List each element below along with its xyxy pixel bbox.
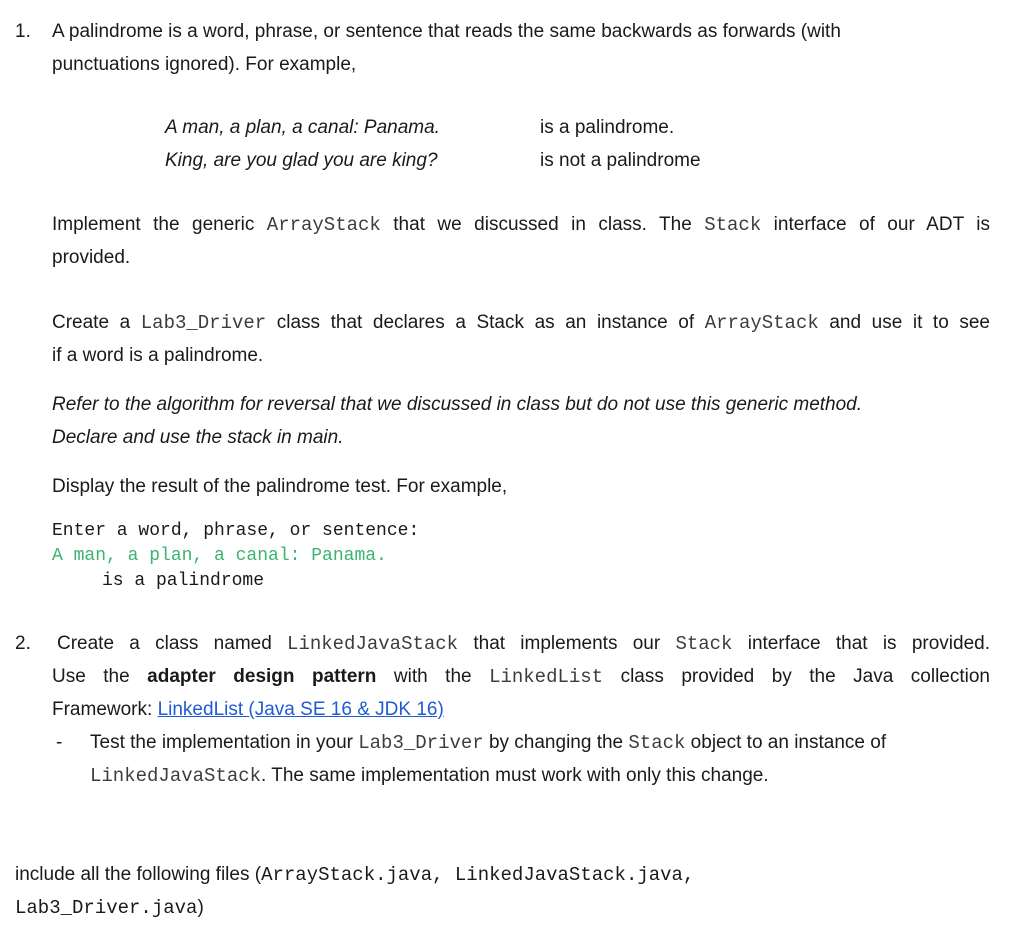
example-phrase-1: A man, a plan, a canal: Panama. (165, 117, 440, 138)
q1-intro-line2: punctuations ignored). For example, (52, 54, 357, 75)
q1-intro-line1: A palindrome is a word, phrase, or sentence that reads the same backwards as forwards (with (52, 21, 841, 42)
q1-number: 1. (15, 21, 31, 42)
implement-line1: Implement the generic ArrayStack that we discussed in class. The Stack interface of our ADT is (52, 214, 991, 236)
bullet-line2: LinkedJavaStack. The same implementation must work with only this change. (90, 765, 769, 787)
console-output: is a palindrome (102, 571, 265, 591)
linkedlist-doc-link[interactable]: LinkedList (Java SE 16 & JDK 16) (157, 699, 444, 720)
implement-line2: provided. (52, 247, 131, 268)
files-line1: include all the following files (ArrayStack.java, LinkedJavaStack.java, (15, 864, 695, 886)
example-phrase-2: King, are you glad you are king? (165, 150, 438, 171)
q2-number: 2. (15, 633, 31, 654)
q2-line3: Framework: LinkedList (Java SE 16 & JDK 16) (52, 699, 444, 720)
example-result-1: is a palindrome. (540, 117, 675, 138)
console-prompt: Enter a word, phrase, or sentence: (52, 521, 420, 541)
create-line2: if a word is a palindrome. (52, 345, 264, 366)
files-line2: Lab3_Driver.java) (15, 897, 204, 919)
example-result-2: is not a palindrome (540, 150, 701, 171)
q2-line2: Use the adapter design pattern with the LinkedList class provided by the Java collection (52, 666, 990, 688)
console-input: A man, a plan, a canal: Panama. (52, 546, 387, 566)
q2-line1: Create a class named LinkedJavaStack that implements our Stack interface that is provided. (57, 633, 990, 655)
create-line1: Create a Lab3_Driver class that declares a Stack as an instance of ArrayStack and use it to see (52, 312, 990, 334)
display-text: Display the result of the palindrome test. For example, (52, 476, 508, 497)
refer-line2: Declare and use the stack in main. (52, 427, 344, 448)
bullet-dash: - (56, 732, 63, 753)
refer-line1: Refer to the algorithm for reversal that we discussed in class but do not use this generic method. (52, 394, 863, 415)
bullet-line1: Test the implementation in your Lab3_Driver by changing the Stack object to an instance of (90, 732, 887, 754)
